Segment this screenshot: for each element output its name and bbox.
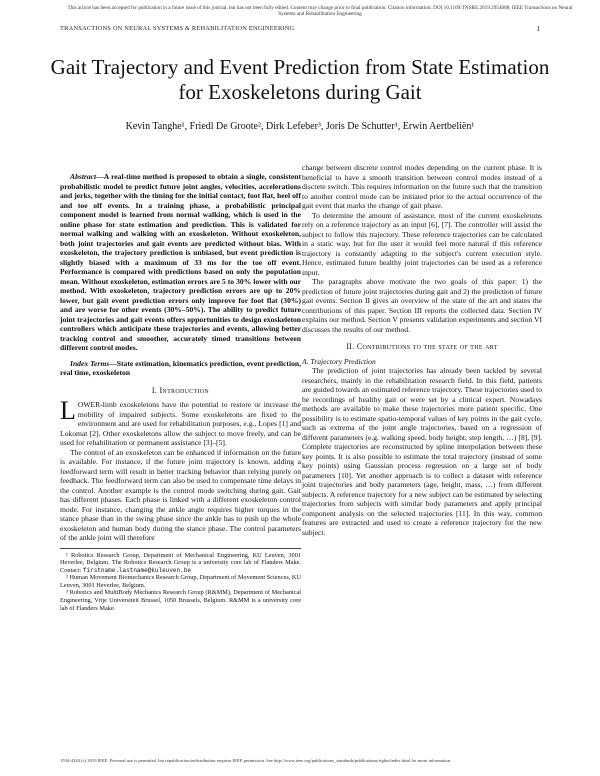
footnote-1 (60, 552, 301, 575)
running-header: TRANSACTIONS ON NEURAL SYSTEMS & REHABILITATION ENGINEERING (60, 25, 295, 32)
right-paragraph-2: To determine the amount of assistance, most of the current exoskeletons rely on a reference trajectory as an input [6], [7]. The controller will assist the subject to follow this trajectory. These reference trajectories can be calculated in a static way, but for the user it would feel more natural if this reference trajectory is constantly adapting to the subject's current execution style. Hence, estimated future healthy joint trajectories can be used as a reference input. (302, 210, 542, 277)
footnote-2: ² Human Movement Biomechanics Research Group, Department of Movement Sciences, KU Leuven, 3001 Heverlee, Belgium. (60, 574, 301, 589)
page-number: 1 (536, 25, 540, 33)
right-paragraph-3: The paragraphs above motivate the two goals of this paper: 1) the prediction of future joint trajectories during gait and 2) the prediction of future gait events. Section II gives an overview of the state of the art and states the contributions of this paper. Section III reports the collected data. Section IV explains our method. Section V presents validation experiments and section VI discusses the results of our method. (302, 277, 542, 334)
paper-title: Gait Trajectory and Event Prediction from State Estimation for Exoskeletons during Gait (50, 55, 550, 104)
abstract-label: Abstract (70, 172, 97, 181)
publication-notice: This article has been accepted for publication in a future issue of this journal, but has not been fully edited. Content may change prior to final publication. Citation information: DOI 10.1109/TNSRE.2019.2954088, IEEE Transactions on Neural Systems and Rehabilitation Engineering (67, 5, 573, 18)
subsection-heading-trajectory-prediction: A. Trajectory Prediction (302, 356, 376, 366)
index-terms-label: Index Terms (70, 358, 110, 368)
index-terms-text: —State estimation, kinematics prediction, event prediction, real time, exoskeleton (60, 358, 301, 377)
abstract (60, 172, 301, 353)
right-paragraph-1: change between discrete control modes depending on the current phase. It is beneficial to have a smooth transition between control modes instead of a discrete switch. This requires information on the future such that the transition to another control mode can be initiated prior to the actual occurrence of the gait event that marks the change of gait phase. (302, 163, 542, 210)
left-column (60, 172, 301, 612)
abstract-text: —A real-time method is proposed to obtain a single, consistent probabilistic model to predict future joint angles, velocities, accelerations and jerks, together with the timing for the initial contact, foot flat, heel off and toe off events. In a training phase, a probabilistic principal component model is learned from normal walking, which is used in the online phase for state estimation and prediction. This is validated for normal walking and walking with an exoskeleton. Without exoskeleton, both joint trajectories and gait events are predicted without bias. With exoskeleton, the trajectory prediction is unbiased, but event prediction is slightly biased with a maximum of 33 ms for the toe off event. Performance is compared with predictions based on only the population mean. Without exoskeleton, estimation errors are 5 to 30% lower with our method. With exoskeleton, trajectory prediction errors are up to 20% lower, but gait event prediction errors only improve for foot flat (30%) and are worse for other events (30%–50%). The ability to predict future joint trajectories and gait events offers opportunities to design exoskeleton controllers which anticipate these trajectories and events, allowing better tracking control and smoother, accurately timed transitions between different control modes. (60, 172, 301, 352)
index-terms (60, 359, 301, 378)
section-heading-contributions: II. Contributions to the state of the art (346, 342, 498, 351)
right-paragraph-4: The prediction of joint trajectories has already been tackled by several researchers, mainly in the rehabilitation research field. In this field, patients are guided towards an estimated reference trajectory. These trajectories used to be recordings of healthy gait or were set by a clinical expert. Nowadays methods are available to make these trajectories more patient specific. One possibility is to estimate spatio-temporal values of key points in the gait cycle, such as extrema of the joint angle trajectories, based on a regression of different parameters (e.g. walking speed, body height, step length, …) [8], [9]. Complete trajectories are reconstructed by spline interpolation between these key points. It is also possible to estimate the total trajectory (instead of some key points) using Gaussian process regression on a large set of body parameters [10]. Yet another approach is to collect a dataset with reference joint trajectories and body parameters (age, height, mass, …) from different subjects. A reference trajectory for a new subject can be estimated by selecting trajectories from subjects with similar body parameters and apply principal component analysis on the selected trajectories [11]. In this way, common features are extracted and used to create a reference trajectory for the new subject. (302, 366, 542, 537)
intro-paragraph-1 (60, 396, 301, 448)
section-heading-introduction: I. Introduction (151, 385, 210, 395)
intro-paragraph-2: The control of an exoskeleton can be enhanced if information on the future is available. For instance, if the future joint trajectory is known, adding a feedforward term will result in better tracking behavior than relying purely on feedback. The feedforward term can also be used to compensate time delays in the control. Another example is the control mode switching during gait. Gait has different phases. Each phase is linked with a different exoskeleton control mode. For instance, changing the ankle angle requires higher torques in the stance phase than in the swing phase since the ankle has to push up the whole exoskeleton and human body during the stance phase. The control parameters of the ankle joint will therefore (60, 447, 301, 542)
copyright-notice: 1534-4320 (c) 2019 IEEE. Personal use is permitted, but republication/redistribution requires IEEE permission. See http://www.ieee.org/publications_standards/publications/rights/index.html for more information. (60, 758, 452, 763)
drop-cap: L (60, 396, 76, 425)
footnotes (60, 548, 301, 613)
author-list: Kevin Tanghe¹, Friedl De Groote², Dirk Lefeber³, Joris De Schutter¹, Erwin Aertbeliën¹ (125, 121, 475, 132)
footnote-1-text: ¹ Robotics Research Group, Department of Mechanical Engineering, KU Leuven, 3001 Heverlee, Belgium. The Robotics Research Group is a university core lab of Flanders Make. Contact: (60, 551, 301, 574)
intro-paragraph-1-text: OWER-limb exoskeletons have the potential to restore or increase the mobility of impaired subjects. Some exoskeletons are fixed to the environment and are used for rehabilitation purposes, e.g., Lopes [1] and Lokomat [2]. Other exoskeletons allow the subject to move freely, and can be used for rehabilitation or permanent assistance [3]–[5]. (60, 400, 301, 447)
footnote-1-contact: firstname.lastname@kuleuven.be (82, 566, 191, 574)
footnote-3: ³ Robotics and MultiBody Mechanics Research Group (R&MM), Department of Mechanical Engineering, Vrije Universiteit Brussel, 1050 Brussels, Belgium. R&MM is a university core lab of Flanders Make. (60, 589, 301, 612)
right-column (302, 163, 542, 537)
